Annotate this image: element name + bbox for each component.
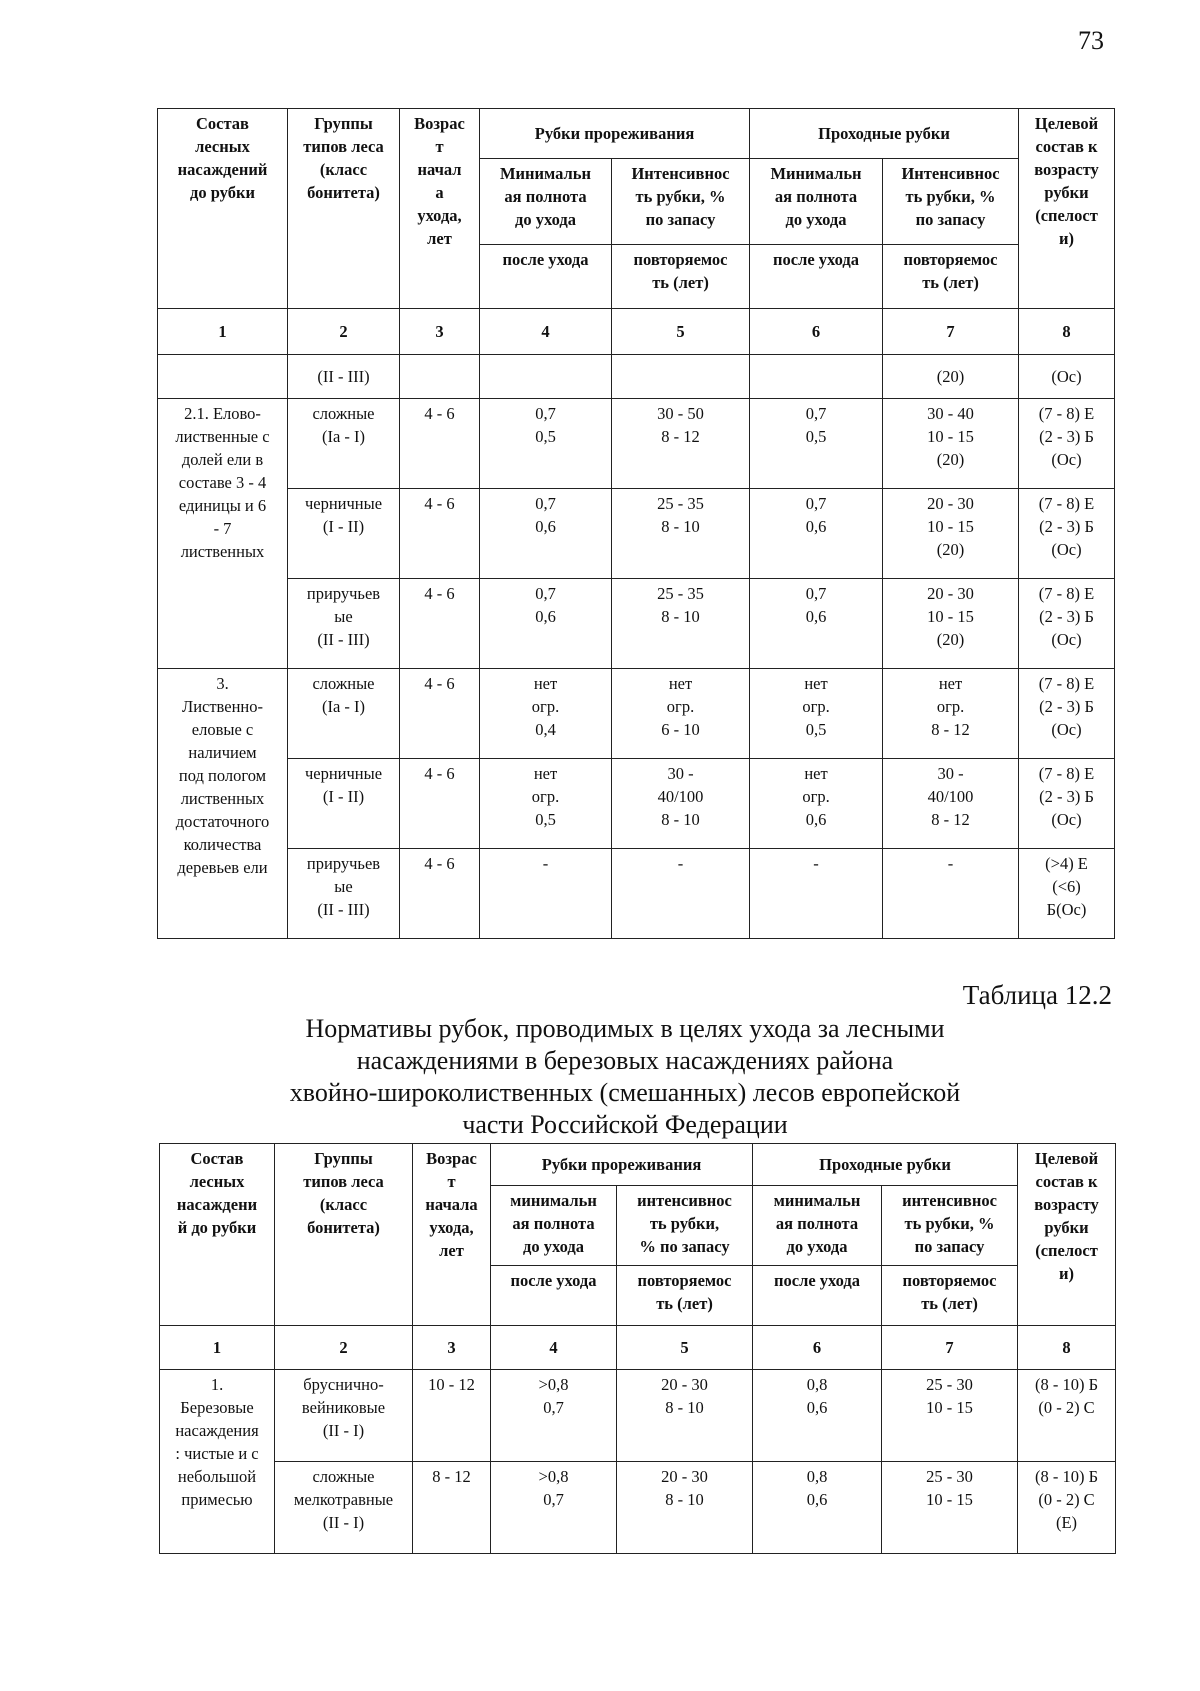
header-intensity: интенсивнос ть рубки, % по запасу: [617, 1186, 753, 1266]
table-cell: 30 - 40 10 - 15 (20): [883, 399, 1019, 489]
table-cell: 25 - 30 10 - 15: [882, 1462, 1018, 1554]
column-number: 4: [491, 1326, 617, 1370]
header-after-care: после ухода: [491, 1266, 617, 1326]
start-age: 4 - 6: [400, 579, 480, 669]
header-passing-cuts: Проходные рубки: [750, 109, 1019, 159]
table-cell: 0,7 0,6: [480, 579, 612, 669]
table-cell: 20 - 30 10 - 15 (20): [883, 579, 1019, 669]
column-number: 1: [160, 1326, 275, 1370]
table-cell: 20 - 30 8 - 10: [617, 1370, 753, 1462]
header-intensity: Интенсивнос ть рубки, % по запасу: [612, 159, 750, 245]
table-title: Нормативы рубок, проводимых в целях ухода за лесными насаждениями в березовых насаждениях района хвойно-широколиственных (смешанных) лесов европейской части Российской Федерации: [289, 1014, 961, 1139]
forest-type: сложные (Ia - I): [288, 399, 400, 489]
table-cell: (Ос): [1019, 355, 1115, 399]
column-number: 8: [1019, 309, 1115, 355]
table-cell: 25 - 30 10 - 15: [882, 1370, 1018, 1462]
table-cell: 0,7 0,5: [480, 399, 612, 489]
start-age: 4 - 6: [400, 759, 480, 849]
table-cell: [400, 355, 480, 399]
target-composition: (8 - 10) Б (0 - 2) С (Е): [1018, 1462, 1116, 1554]
table-row: [158, 849, 1115, 939]
header-thinning: Рубки прореживания: [491, 1144, 753, 1186]
table-cell: нет огр. 0,5: [750, 669, 883, 759]
column-number-row: [160, 1326, 1116, 1370]
column-number: 2: [275, 1326, 413, 1370]
column-number: 7: [882, 1326, 1018, 1370]
table-cell: 25 - 35 8 - 10: [612, 579, 750, 669]
table-cell: 0,8 0,6: [753, 1462, 882, 1554]
target-composition: (7 - 8) Е (2 - 3) Б (Ос): [1019, 759, 1115, 849]
table-cell: >0,8 0,7: [491, 1370, 617, 1462]
table-cell: [612, 355, 750, 399]
header-forest-type-groups: Группы типов леса (класс бонитета): [288, 109, 400, 309]
start-age: 8 - 12: [413, 1462, 491, 1554]
target-composition: (7 - 8) Е (2 - 3) Б (Ос): [1019, 579, 1115, 669]
table-cell: нет огр. 0,5: [480, 759, 612, 849]
header-after-care: после ухода: [753, 1266, 882, 1326]
header-composition: Состав лесных насаждени й до рубки: [160, 1144, 275, 1326]
column-number: 8: [1018, 1326, 1116, 1370]
header-forest-type-groups: Группы типов леса (класс бонитета): [275, 1144, 413, 1326]
forest-type: приручьев ые (II - III): [288, 579, 400, 669]
group-name: 1. Березовые насаждения : чистые и с небольшой примесью: [160, 1370, 275, 1554]
header-intensity: Интенсивнос ть рубки, % по запасу: [883, 159, 1019, 245]
header-composition: Состав лесных насаждений до рубки: [158, 109, 288, 309]
table-cell: (20): [883, 355, 1019, 399]
table-cell: 0,7 0,6: [750, 489, 883, 579]
forest-type: черничные (I - II): [288, 489, 400, 579]
header-repeatability: повторяемос ть (лет): [882, 1266, 1018, 1326]
forest-type: бруснично- вейниковые (II - I): [275, 1370, 413, 1462]
table-cell: нет огр. 0,6: [750, 759, 883, 849]
table-row: [158, 759, 1115, 849]
table-row: [158, 579, 1115, 669]
target-composition: (7 - 8) Е (2 - 3) Б (Ос): [1019, 669, 1115, 759]
table-cell: [480, 355, 612, 399]
column-number: 6: [750, 309, 883, 355]
table-cell: -: [750, 849, 883, 939]
header-start-age: Возрас т начал а ухода, лет: [400, 109, 480, 309]
header-repeatability: повторяемос ть (лет): [883, 245, 1019, 309]
header-target-composition: Целевой состав к возрасту рубки (спелост и): [1019, 109, 1115, 309]
table-cell: нет огр. 0,4: [480, 669, 612, 759]
forest-type: черничные (I - II): [288, 759, 400, 849]
table-row: [158, 489, 1115, 579]
header-min-density: Минимальн ая полнота до ухода: [750, 159, 883, 245]
table-continuation: [157, 108, 1115, 939]
group-name: 3. Лиственно- еловые с наличием под пологом лиственных достаточного количества деревьев ели: [158, 669, 288, 939]
start-age: 4 - 6: [400, 399, 480, 489]
column-number: 5: [617, 1326, 753, 1370]
start-age: 4 - 6: [400, 489, 480, 579]
table-cell: 0,7 0,5: [750, 399, 883, 489]
table-cell: >0,8 0,7: [491, 1462, 617, 1554]
target-composition: (>4) Е (<6) Б(Ос): [1019, 849, 1115, 939]
target-composition: (7 - 8) Е (2 - 3) Б (Ос): [1019, 489, 1115, 579]
header-intensity: интенсивнос ть рубки, % по запасу: [882, 1186, 1018, 1266]
header-target-composition: Целевой состав к возрасту рубки (спелост и): [1018, 1144, 1116, 1326]
page-number: 73: [1078, 26, 1104, 55]
table-cell: 30 - 40/100 8 - 10: [612, 759, 750, 849]
table-cell: 0,7 0,6: [750, 579, 883, 669]
table-cell: -: [612, 849, 750, 939]
table-cell: 20 - 30 10 - 15 (20): [883, 489, 1019, 579]
start-age: 4 - 6: [400, 849, 480, 939]
table-cell: [750, 355, 883, 399]
header-repeatability: повторяемос ть (лет): [617, 1266, 753, 1326]
table-row: [160, 1370, 1116, 1462]
header-min-density: минимальн ая полнота до ухода: [753, 1186, 882, 1266]
header-min-density: минимальн ая полнота до ухода: [491, 1186, 617, 1266]
start-age: 4 - 6: [400, 669, 480, 759]
table-label: Таблица 12.2: [962, 980, 1112, 1010]
forest-type: сложные (Ia - I): [288, 669, 400, 759]
target-composition: (8 - 10) Б (0 - 2) С: [1018, 1370, 1116, 1462]
table-cell: [158, 355, 288, 399]
column-number: 3: [413, 1326, 491, 1370]
target-composition: (7 - 8) Е (2 - 3) Б (Ос): [1019, 399, 1115, 489]
table-cell: 30 - 50 8 - 12: [612, 399, 750, 489]
table-row: [158, 399, 1115, 489]
table-cell: 30 - 40/100 8 - 12: [883, 759, 1019, 849]
forest-type: приручьев ые (II - III): [288, 849, 400, 939]
column-number-row: [158, 309, 1115, 355]
table-12-2: [159, 1143, 1116, 1554]
column-number: 2: [288, 309, 400, 355]
column-number: 3: [400, 309, 480, 355]
start-age: 10 - 12: [413, 1370, 491, 1462]
header-min-density: Минимальн ая полнота до ухода: [480, 159, 612, 245]
column-number: 4: [480, 309, 612, 355]
table-cell: 0,7 0,6: [480, 489, 612, 579]
header-start-age: Возрас т начала ухода, лет: [413, 1144, 491, 1326]
table-cell: 25 - 35 8 - 10: [612, 489, 750, 579]
table-row: [158, 355, 1115, 399]
table-cell: (II - III): [288, 355, 400, 399]
table-row: [158, 669, 1115, 759]
header-after-care: после ухода: [480, 245, 612, 309]
header-passing-cuts: Проходные рубки: [753, 1144, 1018, 1186]
table-cell: 0,8 0,6: [753, 1370, 882, 1462]
group-name: 2.1. Елово- лиственные с долей ели в составе 3 - 4 единицы и 6 - 7 лиственных: [158, 399, 288, 669]
header-thinning: Рубки прореживания: [480, 109, 750, 159]
table-cell: нет огр. 6 - 10: [612, 669, 750, 759]
table-cell: -: [883, 849, 1019, 939]
table-row: [160, 1462, 1116, 1554]
table-cell: нет огр. 8 - 12: [883, 669, 1019, 759]
column-number: 7: [883, 309, 1019, 355]
header-repeatability: повторяемос ть (лет): [612, 245, 750, 309]
table-cell: 20 - 30 8 - 10: [617, 1462, 753, 1554]
header-after-care: после ухода: [750, 245, 883, 309]
table-cell: -: [480, 849, 612, 939]
forest-type: сложные мелкотравные (II - I): [275, 1462, 413, 1554]
column-number: 5: [612, 309, 750, 355]
column-number: 1: [158, 309, 288, 355]
column-number: 6: [753, 1326, 882, 1370]
